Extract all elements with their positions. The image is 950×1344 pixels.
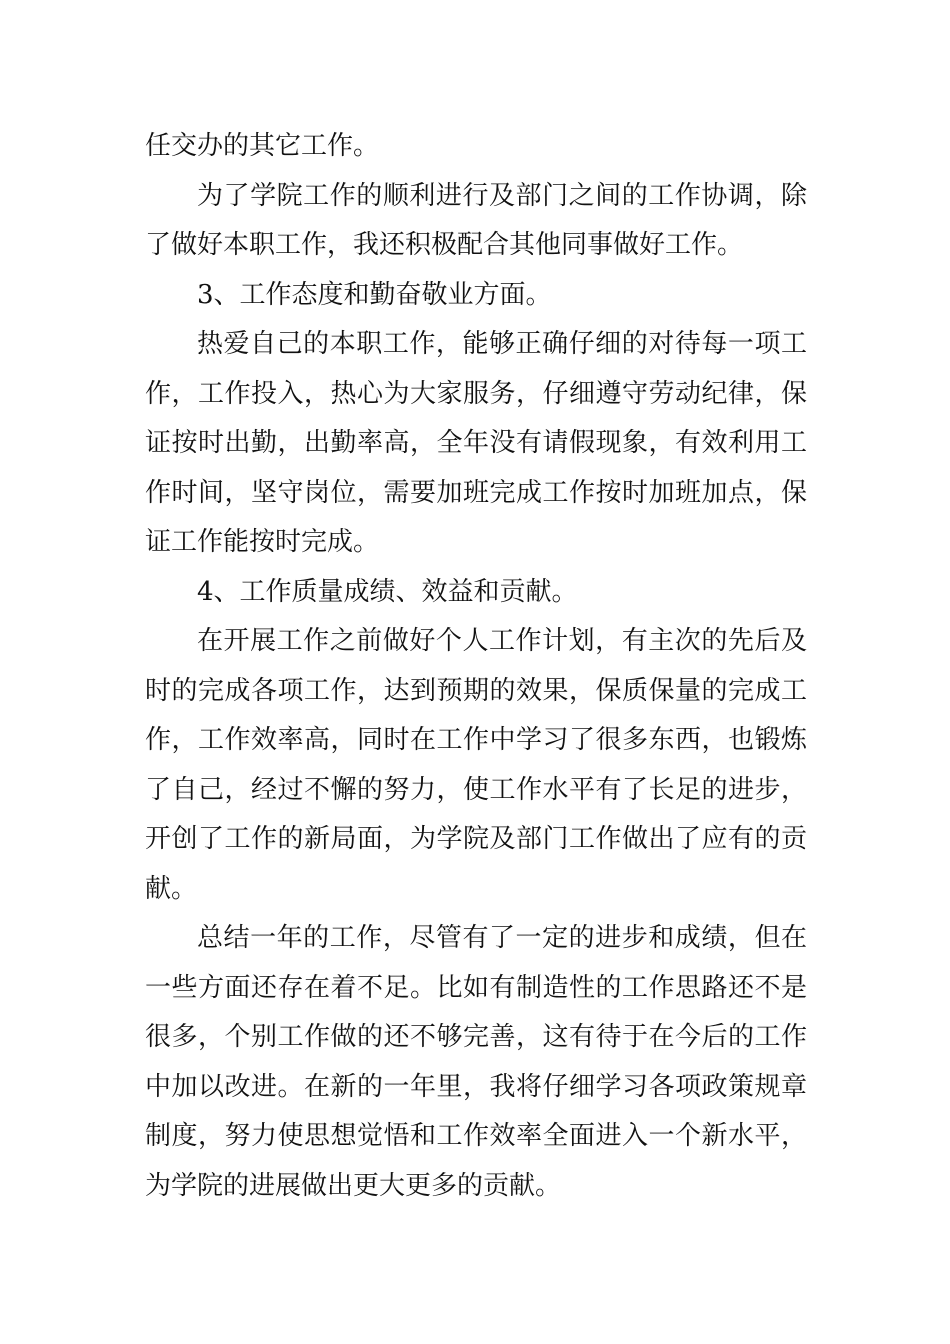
paragraph-attitude: 热爱自己的本职工作，能够正确仔细的对待每一项工作，工作投入，热心为大家服务，仔细遵守劳动纪律，保证按时出勤，出勤率高，全年没有请假现象，有效利用工作时间，坚守岗位，需要加班完成工作按时加班加点，保证工作能按时完成。 (145, 329, 807, 557)
paragraph-quality: 在开展工作之前做好个人工作计划，有主次的先后及时的完成各项工作，达到预期的效果，保质保量的完成工作，工作效率高，同时在工作中学习了很多东西，也锻炼了自己，经过不懈的努力，使工作水平有了长足的进步，开创了工作的新局面，为学院及部门工作做出了应有的贡献。 (145, 626, 807, 904)
document-body (145, 122, 807, 1211)
paragraph-cooperation: 为了学院工作的顺利进行及部门之间的工作协调，除了做好本职工作，我还积极配合其他同事做好工作。 (145, 180, 807, 260)
paragraph-summary: 总结一年的工作，尽管有了一定的进步和成绩，但在一些方面还存在着不足。比如有制造性的工作思路还不是很多，个别工作做的还不够完善，这有待于在今后的工作中加以改进。在新的一年里，我将仔细学习各项政策规章制度，努力使思想觉悟和工作效率全面进入一个新水平，为学院的进展做出更大更多的贡献。 (145, 923, 807, 1201)
paragraph-continuation: 任交办的其它工作。 (145, 131, 380, 161)
section-heading-quality: 4、工作质量成绩、效益和贡献。 (197, 576, 578, 607)
section-heading-attitude: 3、工作态度和勤奋敬业方面。 (197, 279, 552, 310)
